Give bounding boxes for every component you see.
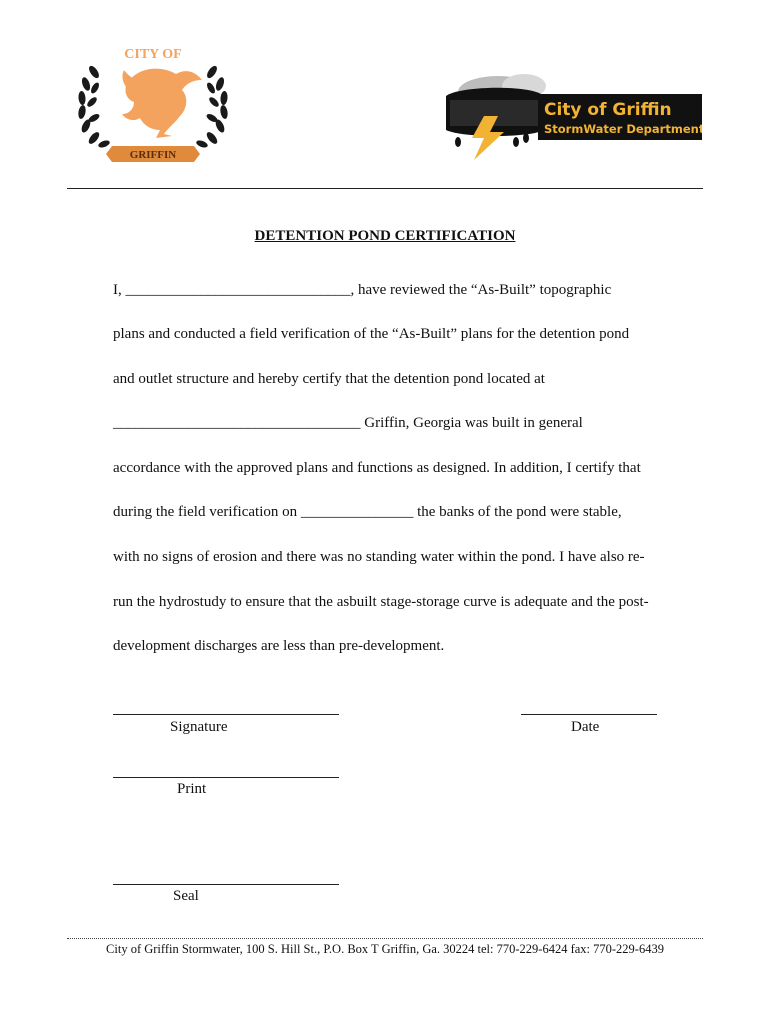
- seal-logo-graphic: [64, 38, 242, 170]
- body-line-4: _________________________________ Griffin, Georgia was built in general: [113, 415, 583, 431]
- body-line-6: during the field verification on _______________ the banks of the pond were stable,: [113, 504, 622, 520]
- body-line-5: accordance with the approved plans and functions as designed. In addition, I certify that: [113, 460, 641, 476]
- body-line-2: plans and conducted a field verification of the “As-Built” plans for the detention pond: [113, 326, 630, 342]
- print-line[interactable]: [113, 777, 339, 778]
- signature-label: Signature: [170, 719, 228, 735]
- print-label: Print: [177, 781, 207, 797]
- date-label: Date: [571, 719, 600, 735]
- footer-divider: [67, 938, 703, 939]
- svg-text:GRIFFIN: GRIFFIN: [129, 149, 177, 161]
- body-line-8: run the hydrostudy to ensure that the asbuilt stage-storage curve is adequate and the post-: [113, 594, 649, 610]
- body-line-7: with no signs of erosion and there was no standing water within the pond. I have also re-: [113, 549, 645, 565]
- body-line-1: I, ______________________________, have reviewed the “As-Built” topographic: [113, 282, 612, 298]
- date-line[interactable]: [521, 714, 657, 715]
- signature-line[interactable]: [113, 714, 339, 715]
- stormwater-logo-line1: City of Griffin: [544, 100, 672, 120]
- seal-label: Seal: [173, 888, 199, 904]
- stormwater-logo-graphic: [440, 70, 702, 160]
- stormwater-logo-line2: StormWater Department: [544, 122, 702, 136]
- city-of-griffin-seal-logo: [64, 38, 242, 170]
- footer-address: City of Griffin Stormwater, 100 S. Hill St., P.O. Box T Griffin, Ga. 30224 tel: 770-229-6424 fax: 770-229-6439: [106, 942, 664, 956]
- body-line-9: development discharges are less than pre-development.: [113, 638, 445, 654]
- body-line-3: and outlet structure and hereby certify that the detention pond located at: [113, 371, 545, 387]
- seal-line[interactable]: [113, 884, 339, 885]
- document-title: DETENTION POND CERTIFICATION: [254, 228, 516, 244]
- svg-text:CITY OF: CITY OF: [124, 47, 182, 62]
- header-divider: [67, 188, 703, 189]
- stormwater-department-logo: [440, 70, 702, 160]
